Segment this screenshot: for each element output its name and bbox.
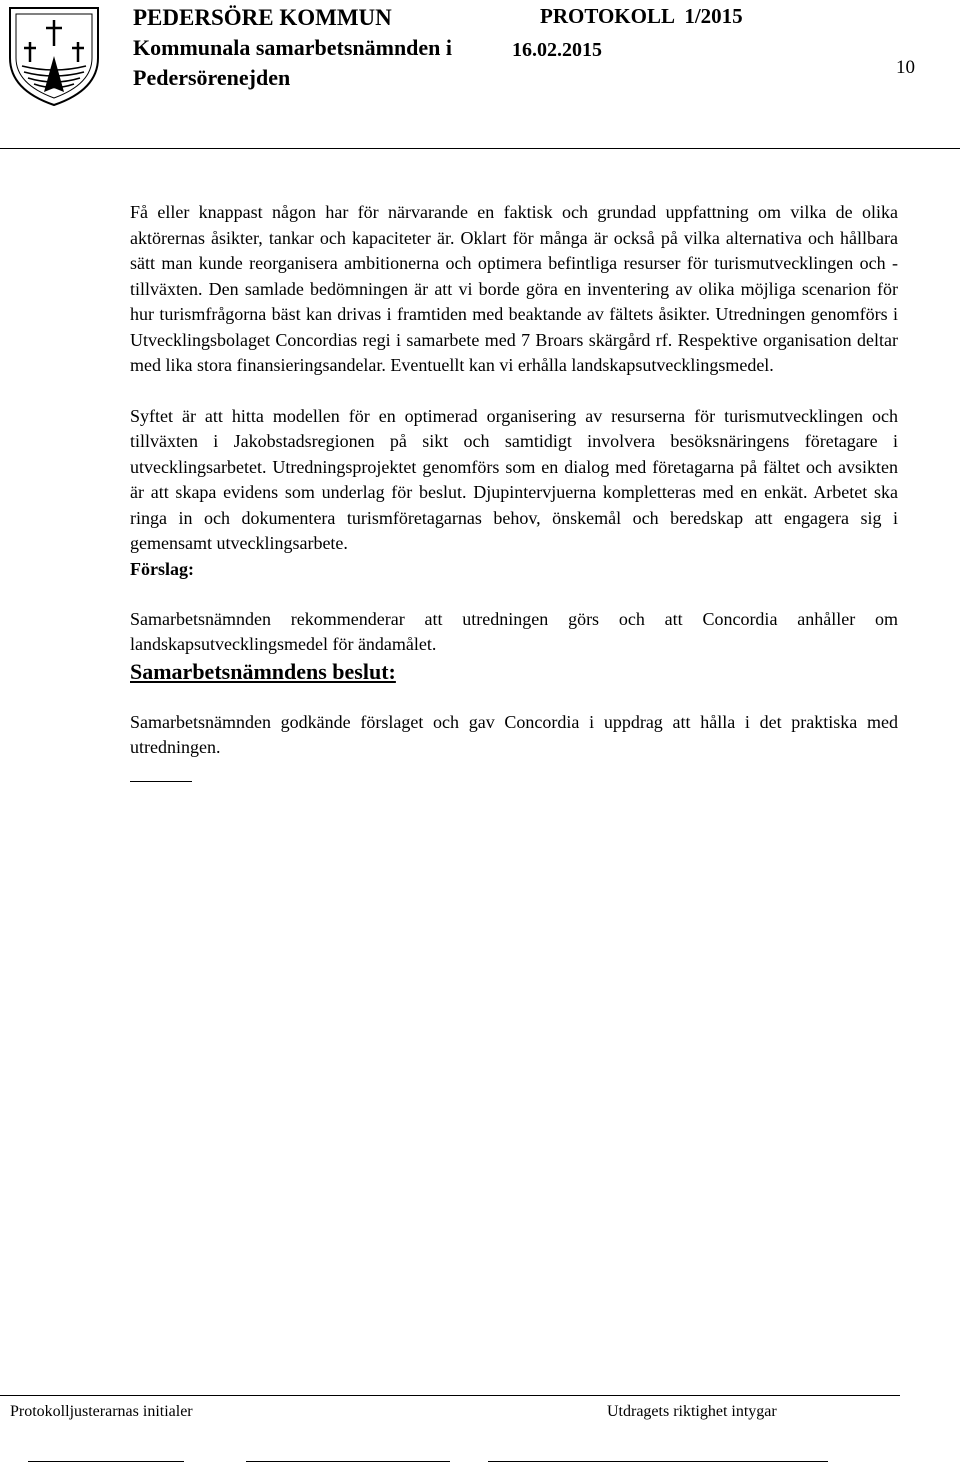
proposal-heading: Förslag: — [130, 558, 194, 579]
signature-line — [488, 1461, 828, 1462]
footer-divider — [0, 1395, 900, 1396]
footer-initials-label: Protokolljusterarnas initialer — [10, 1403, 193, 1420]
coat-of-arms-icon — [6, 4, 102, 108]
committee-region: Pedersörenejden — [133, 65, 291, 90]
proposal-text: Samarbetsnämnden rekommenderar att utredningen görs och att Concordia anhåller om landskapsutvecklingsmedel för ändamålet. — [130, 608, 898, 654]
paragraph-background: Få eller knappast någon har för närvarande en faktisk och grundad uppfattning om vilka de olika aktörernas åsikter, tankar och kapaciteter är. Oklart för många är också på vilka alternativa och hållbara sätt man kunde reorganisera ambitionerna och optimera befintliga resurser för turismutvecklingen och -tillväxten. Den samlade bedömningen är att vi borde göra en inventering av olika möjliga scenarion för hur turismfrågorna bäst kan drivas i framtiden med beaktande av fältets åsikter. Utredningen genomförs i Utvecklingsbolaget Concordias regi i samarbete med 7 Broars skärgård rf. Respektive organisation deltar med lika stora finansieringsandelar. Eventuellt kan vi erhålla landskapsutvecklingsmedel. — [130, 202, 898, 375]
municipality-name: PEDERSÖRE KOMMUN — [133, 5, 392, 30]
committee-name: Kommunala samarbetsnämnden i — [133, 35, 453, 60]
meeting-date: 16.02.2015 — [512, 39, 602, 61]
signature-line — [246, 1461, 450, 1462]
protocol-number: PROTOKOLL 1/2015 — [540, 4, 743, 28]
section-end-rule — [130, 781, 192, 782]
page-number: 10 — [896, 57, 915, 78]
decision-heading: Samarbetsnämndens beslut: — [130, 658, 396, 684]
document-body — [130, 200, 898, 782]
paragraph-purpose: Syftet är att hitta modellen för en optimerad organisering av resurserna för turismutvecklingen och tillväxten i Jakobstadsregionen på sikt och samtidigt involvera besöksnäringens företagare i utvecklingsarbetet. Utredningsprojektet genomförs som en dialog med företagarna på fältet och avsikten är att skapa evidens som underlag för beslut. Djupintervjuerna kompletteras med en enkät. Arbetet ska ringa in och dokumentera turismföretagarnas behov, önskemål och beredskap att engagera sig i gemensamt utvecklingsarbete. — [130, 405, 898, 553]
signature-line — [28, 1461, 184, 1462]
footer-certification-label: Utdragets riktighet intygar — [607, 1403, 777, 1420]
decision-text: Samarbetsnämnden godkände förslaget och gav Concordia i uppdrag att hålla i det praktiska med utredningen. — [130, 711, 898, 757]
header-divider — [0, 148, 960, 149]
